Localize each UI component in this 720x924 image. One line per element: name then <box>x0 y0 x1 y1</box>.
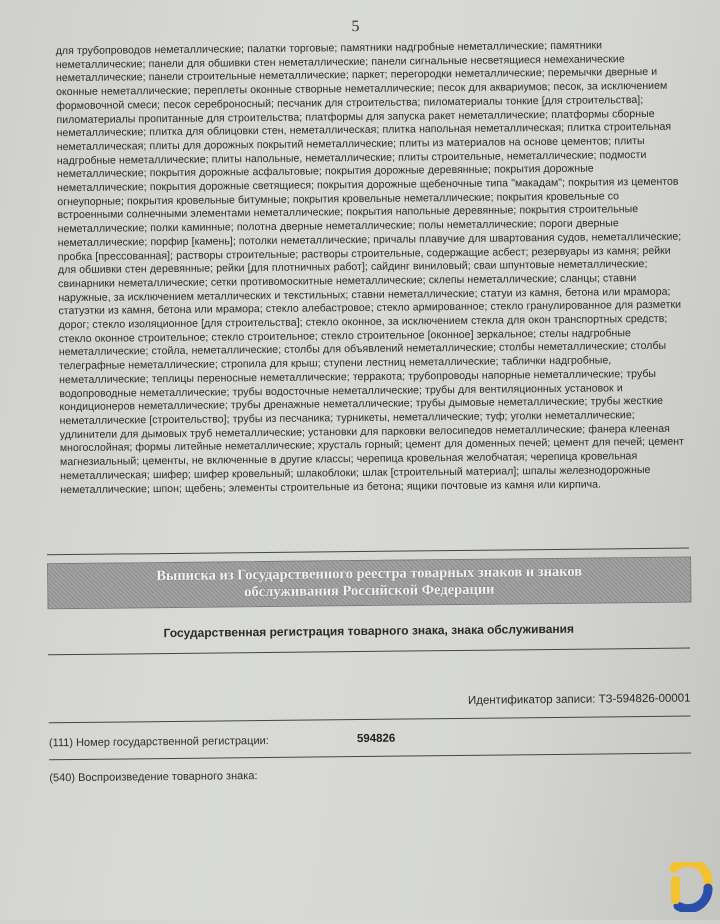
field-540-label: (540) Воспроизведение товарного знака: <box>49 770 258 785</box>
divider-field-111 <box>49 753 691 761</box>
registry-banner <box>47 557 691 610</box>
registration-heading: Государственная регистрация товарного знака, знака обслуживания <box>163 621 575 641</box>
field-111-value: 594826 <box>356 732 396 746</box>
divider-record <box>49 716 691 724</box>
field-111-label: (111) Номер государственной регистрации: <box>48 734 269 750</box>
banner-title: Выписка из Государственного реестра товарных знаков и знаков обслуживания Российской Федерации <box>156 563 583 601</box>
divider-top <box>47 548 689 556</box>
goods-list-text: для трубопроводов неметаллические; палатки торговые; памятники надгробные неметаллические; памятники неметаллические; панели для обшивки стен неметаллические; панели сигнальные несветящиеся немеханические неметаллические; панели строительные неметаллические; паркет; перегородки неметаллические; перемычки дверные и оконные неметаллические; переплеты оконные створные неметаллические; песок для аквариумов; песок, за исключением формовочной смеси; песок сереброносный; песчаник для строительства; пиломатериалы тонкие [для строительства]; пиломатериалы пропитанные для строительства; платформы для запуска ракет неметаллические; платформы сборные неметаллические; плитка для облицовки стен, неметаллическая; плитка напольная неметаллическая; плитка строительная неметаллическая; плиты для дорожных покрытий неметаллические; плиты из материалов на основе цементов; плиты надгробные неметаллические; плиты напольные, неметаллические; плиты строительные, неметаллические; подмости неметаллические; покрытия дорожные асфальтовые; покрытия дорожные деревянные; покрытия дорожные неметаллические; покрытия дорожные светящиеся; покрытия дорожные щебеночные типа "макадам"; покрытия из цементов огнеупорные; покрытия кровельные битумные; покрытия кровельные неметаллические; покрытия кровельные со встроенными солнечными элементами неметаллические; покрытия напольные деревянные; покрытия строительные неметаллические; полки каминные; полотна дверные неметаллические; полы неметаллические; пороги дверные неметаллические; порфир [камень]; потолки неметаллические; причалы плавучие для швартования судов, неметаллические; пробка [прессованная]; растворы строительные; растворы строительные, содержащие асбест; резервуары из камня; рейки для обшивки стен деревянные; рейки [для плотничных работ]; сайдинг виниловый; сваи шпунтовые неметаллические; свинарники неметаллические; сетки противомоскитные неметаллические; склепы неметаллические; сланцы; ставни наружные, за исключением металлических и текстильных; ставни неметаллические; статуи из камня, бетона или мрамора; статуэтки из камня, бетона или мрамора; стекло алебастровое; стекло армированное; стекло гранулированное для разметки дорог; стекло изоляционное [для строительства]; стекло оконное, за исключением стекла для окон транспортных средств; стекло оконное строительное; стекло строительное; стекло строительное [оконное] зеркальное; стелы надгробные неметаллические; стойла, неметаллические; столбы для объявлений неметаллические; столбы неметаллические; столбы телеграфные неметаллические; стропила для крыш; ступени лестниц неметаллические; таблички надгробные, неметаллические; теплицы переносные неметаллические; терракота; трубопроводы напорные неметаллические; трубы водопроводные неметаллические; трубы водосточные неметаллические; трубы для вентиляционных установок и кондиционеров неметаллические; трубы дренажные неметаллические; трубы дымовые неметаллические; трубы жесткие неметаллические [строительство]; трубы из песчаника; турникеты, неметаллические; туф; уголки неметаллические; удлинители для дымовых труб неметаллические; установки для парковки велосипедов неметаллические; фанера клееная многослойная; формы литейные неметаллические; хрусталь горный; цемент для доменных печей; цемент для печей; цемент магнезиальный; цементы, не включенные в другие классы; черепица кровельная желобчатая; черепица кровельная неметаллическая; шифер; шифер кровельный; шлакоблоки; шлак [строительный материал]; шпалы железнодорожные неметаллические; шпон; щебень; элементы строительные из бетона; ящики почтовые из камня или кирпича. <box>55 39 685 496</box>
brand-logo-icon <box>664 862 714 912</box>
page-number: 5 <box>351 17 360 36</box>
record-identifier: Идентификатор записи: ТЗ-594826-00001 <box>467 692 691 707</box>
divider-heading <box>48 648 690 656</box>
